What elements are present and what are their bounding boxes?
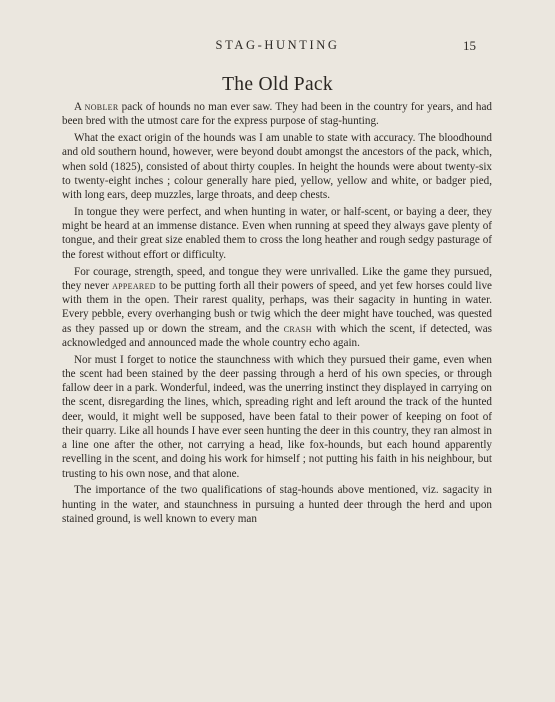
paragraph-4-text-after: with which the scent, if detected, was acknowledged and announced made the whole country echo again. bbox=[62, 322, 493, 349]
paragraph-4-text-before: For courage, strength, speed, and tongue they were unrivalled. Like the game they pursued, they never bbox=[62, 265, 492, 292]
smallcaps-appeared: appeared bbox=[112, 279, 156, 292]
paragraph-3: In tongue they were perfect, and when hunting in water, or half-scent, or baying a deer, they might be heard at an immense distance. Even when running at speed they always gave plenty of tongue, and their great size enabled them to cross the long heather and rough sedgy pasturage of the forest without effort or difficulty. bbox=[62, 205, 492, 261]
smallcaps-crash: crash bbox=[283, 322, 312, 335]
paragraph-4-text-middle: to be putting forth all their powers of speed, and yet few horses could live with them in the open. Their rarest quality, perhaps, was their sagacity in hunting in water. Every pebble, every overhanging bush or twig which the deer might have touched, was quested as they passed up or down the stream, and the bbox=[62, 279, 492, 335]
lead-word-smallcaps: nobler bbox=[84, 101, 119, 113]
paragraph-6: The importance of the two qualifications of stag-hounds above mentioned, viz. sagacity in hunting in the water, and staunchness in pursuing a hunted deer through the herd and upon stained ground, is well known to every man bbox=[62, 484, 492, 525]
paragraph-2: What the exact origin of the hounds was I am unable to state with accuracy. The bloodhound and old southern hound, however, were beyond doubt amongst the ancestors of the pack, which, when sold (1825), consisted of about thirty couples. In height the hounds were about twenty-six to twenty-eight inches ; colour generally hare pied, yellow, yellow and white, or badger pied, with long ears, deep muzzles, large throats, and deep chests. bbox=[62, 132, 492, 202]
paragraph-4 bbox=[62, 265, 492, 351]
chapter-title: The Old Pack bbox=[222, 74, 333, 95]
paragraph-1 bbox=[62, 100, 492, 129]
body-text bbox=[62, 100, 492, 529]
running-head: STAG-HUNTING bbox=[215, 38, 340, 52]
paragraph-5: Nor must I forget to notice the staunchness with which they pursued their game, even when the scent had been stained by the deer passing through a herd of his own species, or through fallow deer in a park. Wonderful, indeed, was the unerring instinct they displayed in carrying on the scent, disregarding the lines, which, spreading right and left around the track of the hunted deer, would, it might well be supposed, have been fatal to their power of keeping on foot of their quarry. Like all hounds I have ever seen hunting the deer in this country, they ran almost in a line one after the other, not carrying a head, like fox-hounds, but each hound apparently revelling in the scent, and doing his work for himself ; not putting his faith in his neighbour, but trusting to his own nose, and that alone. bbox=[62, 353, 492, 480]
lead-letter: A bbox=[74, 101, 82, 113]
paragraph-1-text: pack of hounds no man ever saw. They had been in the country for years, and had been bred with the utmost care for the express purpose of stag-hunting. bbox=[62, 101, 492, 128]
page-number: 15 bbox=[463, 38, 476, 53]
